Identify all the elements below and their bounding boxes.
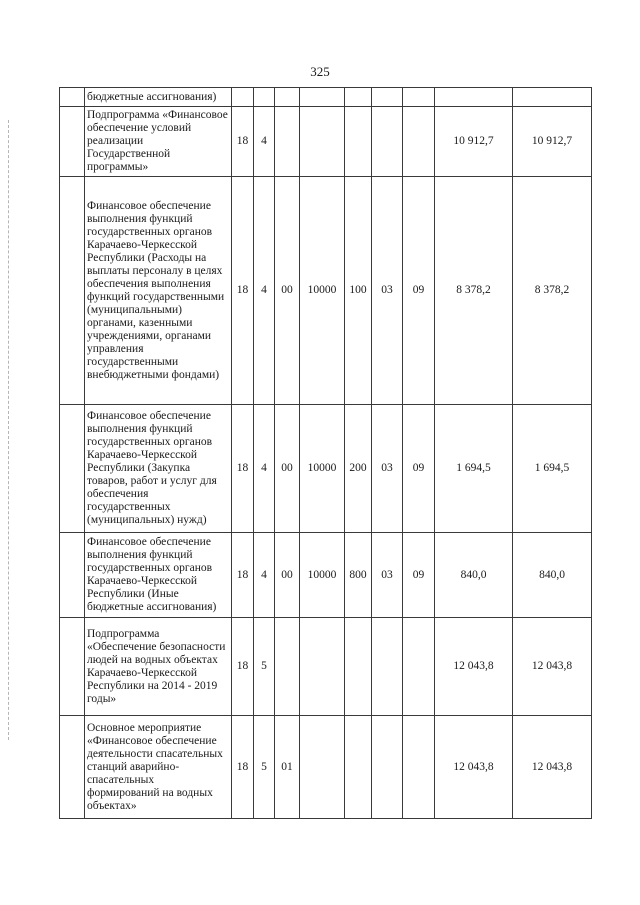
code-cell-c2	[254, 88, 275, 107]
row-number-cell	[60, 177, 85, 405]
table-row	[60, 405, 592, 533]
row-number-cell	[60, 88, 85, 107]
code-cell-c1: 18	[232, 533, 254, 618]
code-cell-c6	[372, 88, 403, 107]
code-cell-c6	[372, 716, 403, 819]
amount-cell-v2: 10 912,7	[513, 107, 592, 177]
code-cell-c3: 01	[275, 716, 300, 819]
amount-cell-v1: 10 912,7	[435, 107, 513, 177]
amount-cell-v1	[435, 88, 513, 107]
table-row	[60, 533, 592, 618]
code-cell-c7	[403, 88, 435, 107]
row-number-cell	[60, 533, 85, 618]
code-cell-c4	[300, 107, 345, 177]
item-name-cell: Финансовое обеспечение выполнения функций государственных органов Карачаево-Черкесской Республики (Закупка товаров, работ и услуг для обеспечения государственных (муниципальных) нужд)	[85, 405, 232, 533]
table-row	[60, 88, 592, 107]
item-name-cell: Финансовое обеспечение выполнения функций государственных органов Карачаево-Черкесской Республики (Расходы на выплаты персоналу в целях обеспечения выполнения функций государственными (муниципальными) органами, казенными учреждениями, органами управления государственными внебюджетными фондами)	[85, 177, 232, 405]
table-row	[60, 107, 592, 177]
code-cell-c2: 5	[254, 618, 275, 716]
code-cell-c7: 09	[403, 533, 435, 618]
code-cell-c4	[300, 618, 345, 716]
page-number: 325	[310, 64, 330, 79]
row-number-cell	[60, 405, 85, 533]
code-cell-c7	[403, 716, 435, 819]
amount-cell-v1: 8 378,2	[435, 177, 513, 405]
amount-cell-v1: 12 043,8	[435, 716, 513, 819]
code-cell-c5	[345, 716, 372, 819]
code-cell-c1: 18	[232, 618, 254, 716]
item-name-cell: Подпрограмма «Обеспечение безопасности людей на водных объектах Карачаево-Черкесской Республики на 2014 - 2019 годы»	[85, 618, 232, 716]
amount-cell-v2: 8 378,2	[513, 177, 592, 405]
code-cell-c6: 03	[372, 405, 403, 533]
code-cell-c5: 100	[345, 177, 372, 405]
code-cell-c6: 03	[372, 533, 403, 618]
amount-cell-v2: 1 694,5	[513, 405, 592, 533]
amount-cell-v1: 1 694,5	[435, 405, 513, 533]
code-cell-c3	[275, 618, 300, 716]
code-cell-c6: 03	[372, 177, 403, 405]
item-name-cell: бюджетные ассигнования)	[85, 88, 232, 107]
amount-cell-v2	[513, 88, 592, 107]
code-cell-c5	[345, 88, 372, 107]
code-cell-c1	[232, 88, 254, 107]
code-cell-c2: 4	[254, 405, 275, 533]
code-cell-c2: 4	[254, 533, 275, 618]
code-cell-c3: 00	[275, 177, 300, 405]
table-row	[60, 716, 592, 819]
table-row	[60, 618, 592, 716]
code-cell-c2: 4	[254, 107, 275, 177]
budget-table	[59, 87, 592, 819]
code-cell-c2: 5	[254, 716, 275, 819]
code-cell-c4: 10000	[300, 177, 345, 405]
code-cell-c5: 800	[345, 533, 372, 618]
amount-cell-v2: 12 043,8	[513, 716, 592, 819]
code-cell-c6	[372, 107, 403, 177]
code-cell-c7: 09	[403, 405, 435, 533]
code-cell-c7	[403, 618, 435, 716]
amount-cell-v1: 840,0	[435, 533, 513, 618]
code-cell-c5: 200	[345, 405, 372, 533]
code-cell-c6	[372, 618, 403, 716]
code-cell-c4: 10000	[300, 533, 345, 618]
code-cell-c2: 4	[254, 177, 275, 405]
row-number-cell	[60, 618, 85, 716]
code-cell-c1: 18	[232, 405, 254, 533]
code-cell-c4	[300, 716, 345, 819]
item-name-cell: Основное мероприятие «Финансовое обеспечение деятельности спасательных станций аварийно-спасательных формирований на водных объектах»	[85, 716, 232, 819]
amount-cell-v2: 840,0	[513, 533, 592, 618]
code-cell-c3	[275, 107, 300, 177]
code-cell-c5	[345, 107, 372, 177]
row-number-cell	[60, 107, 85, 177]
amount-cell-v2: 12 043,8	[513, 618, 592, 716]
code-cell-c3	[275, 88, 300, 107]
item-name-cell: Финансовое обеспечение выполнения функций государственных органов Карачаево-Черкесской Республики (Иные бюджетные ассигнования)	[85, 533, 232, 618]
code-cell-c1: 18	[232, 107, 254, 177]
table-row	[60, 177, 592, 405]
amount-cell-v1: 12 043,8	[435, 618, 513, 716]
code-cell-c1: 18	[232, 177, 254, 405]
code-cell-c4: 10000	[300, 405, 345, 533]
code-cell-c3: 00	[275, 533, 300, 618]
item-name-cell: Подпрограмма «Финансовое обеспечение условий реализации Государственной программы»	[85, 107, 232, 177]
code-cell-c7	[403, 107, 435, 177]
scan-edge-line	[8, 120, 10, 740]
code-cell-c3: 00	[275, 405, 300, 533]
code-cell-c4	[300, 88, 345, 107]
table-body	[60, 88, 592, 819]
row-number-cell	[60, 716, 85, 819]
code-cell-c5	[345, 618, 372, 716]
code-cell-c7: 09	[403, 177, 435, 405]
code-cell-c1: 18	[232, 716, 254, 819]
